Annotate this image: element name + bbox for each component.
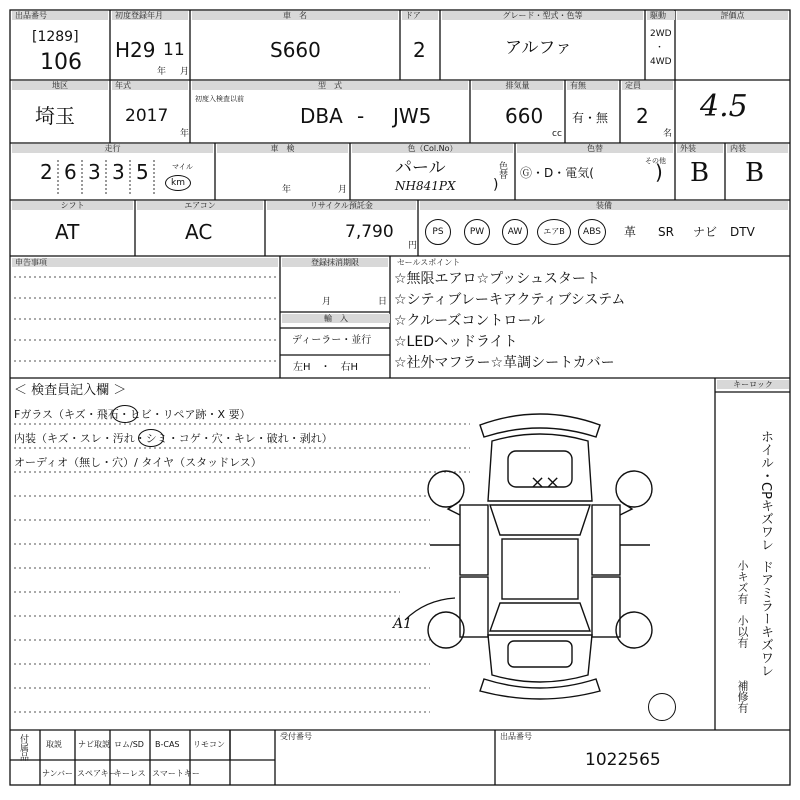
sales-point-2: ☆シティブレーキアクティブシステム: [394, 292, 626, 308]
mark-stone-chip-circle: [112, 405, 138, 423]
label-model-year-note: 初度入検査以前: [195, 95, 244, 103]
label-equipment: 装備: [420, 201, 788, 210]
footer-reg-label: 出品番号: [500, 732, 532, 741]
mileage-digit-2: 6: [64, 160, 77, 184]
footer-cell-remote: リモコン: [193, 740, 225, 749]
label-aircon: エアコン: [137, 201, 263, 210]
equip-dtv: DTV: [730, 225, 755, 239]
equip-airbag: [537, 219, 571, 245]
recycle-fee: 7,790: [345, 222, 394, 242]
sales-point-5: ☆社外マフラー☆革調シートカバー: [394, 355, 615, 371]
diagram-mark-a1: A1: [393, 616, 413, 632]
shaken-year-unit: 年: [282, 185, 292, 195]
drive-4wd: 4WD: [650, 57, 672, 67]
handle-side: 左H ・ 右H: [293, 362, 359, 373]
lot-number: 106: [40, 50, 82, 75]
right-note-4: 小以有: [736, 615, 749, 648]
footer-cell-number: ナンバー: [42, 769, 74, 778]
label-model-code: 型 式: [192, 81, 468, 90]
mark-stain-circle: [138, 429, 164, 447]
color-number: NH841PX: [395, 179, 456, 193]
footer-stock-label: 受付番号: [280, 732, 312, 741]
inspector-line-3: オーディオ（無し・穴）/ タイヤ（スタッドレス）: [14, 456, 262, 469]
km-unit: km: [171, 178, 185, 188]
label-car-name: 車 名: [192, 11, 398, 20]
paint-options: Ⓖ・D・電気(: [520, 166, 594, 180]
spare-tire-circle: [648, 693, 676, 721]
right-note-2: 小キズ有: [736, 560, 749, 604]
deadline-month: 月: [322, 297, 332, 307]
label-seats: 定員: [622, 81, 673, 90]
mile-unit: マイル: [172, 163, 193, 171]
aircon-type: AC: [185, 220, 213, 244]
footer-cell-rom-sd: ロム/SD: [114, 740, 144, 749]
drive-2wd: 2WD: [650, 29, 672, 39]
a1-pointer: [400, 590, 460, 630]
first-reg-era: H29: [115, 38, 156, 62]
sales-point-4: ☆LEDヘッドライト: [394, 334, 518, 350]
equip-ps: [425, 219, 451, 245]
label-auction-no: 出品番号: [12, 11, 108, 20]
footer-cell-smart-key: スマートキー: [152, 769, 200, 778]
label-interior: 内装: [727, 144, 788, 153]
footer-cell-bcas: B-CAS: [155, 740, 180, 749]
mileage-digit-3: 3: [88, 160, 101, 184]
mileage-digit-1: 2: [40, 160, 53, 184]
seats-unit: 名: [663, 129, 673, 139]
label-area: 地区: [12, 81, 108, 90]
label-dealer: 有無: [567, 81, 618, 90]
dealer-parallel: ディーラー・並行: [292, 335, 372, 346]
car-diagram: [420, 405, 660, 705]
footer-cell-manual: 取説: [46, 740, 62, 749]
right-note-5: 補修有: [736, 680, 749, 713]
footer-accessory-label: 付属品: [18, 734, 28, 761]
color-name: パール: [395, 158, 446, 178]
label-reg-deadline: 登録抹消期限: [282, 258, 388, 267]
label-first-reg: 初度登録年月: [112, 11, 188, 20]
displacement: 660: [505, 104, 544, 128]
color-change-label: 色替: [497, 161, 507, 179]
label-drive: 駆動: [647, 11, 675, 20]
car-name: S660: [270, 38, 321, 62]
model-year: 2017: [125, 106, 169, 126]
equip-pw-label: PW: [469, 227, 485, 237]
first-reg-month: 11: [163, 40, 185, 60]
label-doors: ドア: [402, 11, 438, 20]
label-notes: 申告事項: [12, 258, 278, 267]
import-label: 輸 入: [282, 314, 390, 323]
key-lock-label: キーロック: [717, 380, 789, 389]
equip-aw-label: AW: [507, 227, 523, 237]
label-shift: シフト: [12, 201, 133, 210]
label-shaken: 車 検: [217, 144, 348, 153]
grade: アルファ: [505, 38, 572, 58]
sales-point-1: ☆無限エアロ☆プッシュスタート: [394, 271, 600, 287]
equip-leather: 革: [624, 225, 637, 239]
equip-abs-label: ABS: [583, 227, 601, 237]
equip-aw: [502, 219, 528, 245]
sales-point-3: ☆クルーズコントロール: [394, 313, 546, 329]
recycle-yen: 円: [408, 241, 418, 251]
equip-sunroof: SR: [658, 225, 674, 239]
model-dash: -: [357, 104, 365, 128]
seats: 2: [636, 104, 649, 128]
dealer-choice: 有・無: [572, 111, 609, 125]
label-displacement: 排気量: [472, 81, 563, 90]
label-grade: グレード・型式・色等: [442, 11, 643, 20]
equip-airbag-label: エアB: [543, 227, 565, 236]
label-mileage: 走行: [12, 144, 213, 153]
interior-grade: B: [745, 158, 765, 188]
drive-dot: ・: [655, 43, 665, 53]
label-exterior: 外装: [677, 144, 723, 153]
diagram-mark-xx: ××: [530, 472, 561, 493]
first-reg-year-unit: 年: [157, 67, 167, 77]
model-year-unit: 年: [180, 129, 190, 139]
paint-options-close: ): [655, 160, 663, 184]
shift-type: AT: [55, 220, 80, 244]
label-color: 色（Col.No）: [352, 144, 513, 153]
label-sales-point: セールスポイント: [397, 258, 461, 267]
inspector-line-1: Fガラス（キズ・飛石・ヒビ・リペア跡・X 要）: [14, 408, 251, 421]
right-note-1: ホイル・CPキズワレ: [758, 430, 773, 551]
color-paren-close: ): [493, 177, 499, 193]
equip-ps-label: PS: [432, 227, 444, 237]
equip-navi: ナビ: [693, 225, 718, 239]
footer-cell-spare-key: スペアキー: [77, 769, 117, 778]
km-unit-circle: [165, 175, 191, 191]
lot-bracket: [1289]: [32, 29, 79, 45]
right-note-3: ドアミラーキズワレ: [758, 560, 773, 677]
equip-abs: [578, 219, 606, 245]
doors: 2: [413, 38, 426, 62]
footer-cell-navi-manual: ナビ取説: [78, 740, 110, 749]
deadline-day: 日: [378, 297, 388, 307]
equip-pw: [464, 219, 490, 245]
paint-options-other: その他: [645, 157, 666, 165]
footer-reg-number: 1022565: [585, 750, 661, 770]
first-reg-month-unit: 月: [180, 67, 190, 77]
mileage-digit-5: 5: [136, 160, 149, 184]
mileage-digit-4: 3: [112, 160, 125, 184]
label-recycle: リサイクル預託金: [267, 201, 416, 210]
sales-points: [394, 272, 714, 377]
area: 埼玉: [35, 104, 75, 128]
label-color-sub: 色替: [517, 144, 673, 153]
model-code: JW5: [393, 104, 432, 128]
shaken-month-unit: 月: [338, 185, 348, 195]
model-prefix: DBA: [300, 104, 343, 128]
inspector-title: ＜ 検査員記入欄 ＞: [14, 383, 127, 398]
inspector-line-2: 内装（キズ・スレ・汚れ・シミ・コゲ・穴・キレ・破れ・剥れ）: [14, 432, 333, 445]
exterior-grade: B: [690, 158, 710, 188]
label-model-year: 年式: [112, 81, 188, 90]
footer-cell-keyless: キーレス: [114, 769, 146, 778]
evaluation-score: 4.5: [700, 89, 748, 124]
label-eval: 評価点: [677, 11, 788, 20]
displacement-unit: cc: [552, 129, 562, 139]
